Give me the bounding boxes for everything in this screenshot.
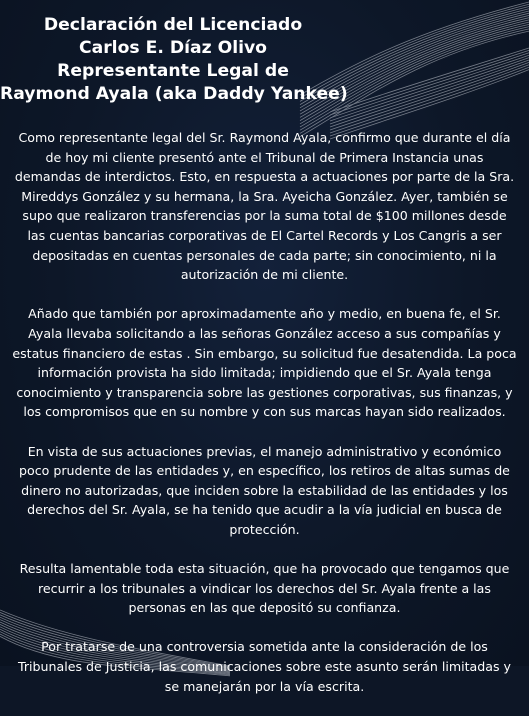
swoosh-line	[330, 55, 529, 121]
text-line: se manejarán por la vía escrita.	[164, 678, 365, 694]
text-line: estatus financiero de estas . Sin embargo, su solicitud fue desatendida. La poca	[12, 345, 517, 361]
text-line: depositadas en cuentas personales de cada parte; sin conocimiento, ni la	[32, 247, 497, 263]
text-line: autorización de mi cliente.	[180, 267, 349, 283]
paragraph-3	[6, 442, 523, 540]
text-line: Como representante legal del Sr. Raymond Ayala, confirmo que durante el día	[18, 130, 511, 145]
text-line: supo que realizaron transferencias por la suma total de $100 millones desde	[22, 208, 507, 224]
text-line: Añado que también por aproximadamente año y medio, en buena fe, el Sr.	[28, 306, 501, 322]
title-line: Declaración del Licenciado	[43, 15, 303, 35]
paragraph-2	[6, 304, 523, 422]
text-line: Tribunales de Justicia, las comunicaciones sobre este asunto serán limitadas y	[18, 659, 511, 675]
paragraph-5	[6, 637, 523, 696]
text-line: Por tratarse de una controversia sometida ante la consideración de los	[41, 639, 488, 655]
text-line: En vista de sus actuaciones previas, el manejo administrativo y económico	[27, 443, 502, 459]
swoosh-line	[330, 53, 529, 118]
text-line: personas en las que depositó su confianza.	[128, 600, 401, 616]
statement-body	[6, 128, 523, 716]
text-line: demandas de interdictos. Esto, en respuesta a actuaciones por parte de la Sra.	[14, 169, 515, 185]
text-line: Ayala llevaba solicitando a las señoras González acceso a sus compañías y	[28, 325, 501, 341]
text-line: dinero no autorizadas, que inciden sobre la estabilidad de las entidades y los	[21, 482, 508, 498]
text-line: recurrir a los tribunales a vindicar los derechos del Sr. Ayala frente a las	[38, 580, 491, 596]
text-line: los compromisos que en su nombre y con sus marcas hayan sido realizados.	[23, 404, 506, 420]
swoosh-line	[330, 62, 529, 130]
text-line: las cuentas bancarias corporativas de El Cartel Records y Los Cangris a ser	[27, 227, 502, 243]
text-line: derechos del Sr. Ayala, se ha tenido que acudir a la vía judicial en busca de	[27, 502, 502, 518]
swoosh-line	[330, 50, 529, 115]
title-line: Representante Legal de	[57, 61, 289, 81]
swoosh-line	[330, 60, 529, 127]
text-line: Resulta lamentable toda esta situación, que ha provocado que tengamos que	[19, 561, 510, 577]
paragraph-1	[6, 128, 523, 285]
text-line: información provista ha sido limitada; impidiendo que el Sr. Ayala tenga	[37, 365, 492, 381]
title-line: Raymond Ayala (aka Daddy Yankee)	[0, 84, 348, 104]
paragraph-4	[6, 559, 523, 618]
text-line: conocimiento y transparencia sobre las gestiones corporativas, sus finanzas, y	[16, 384, 513, 400]
swoosh-line	[330, 58, 529, 124]
title-line: Carlos E. Díaz Olivo	[78, 38, 267, 58]
swoosh-line	[330, 67, 529, 136]
text-line: protección.	[229, 521, 300, 537]
text-line: de hoy mi cliente presentó ante el Tribunal de Primera Instancia unas	[45, 149, 484, 165]
text-line: poco prudente de las entidades y, en específico, los retiros de altas sumas de	[19, 463, 510, 479]
text-line: Mireddys González y su hermana, la Sra. Ayeicha González. Ayer, también se	[21, 188, 508, 204]
statement-title	[0, 14, 346, 106]
swoosh-line	[330, 65, 529, 133]
swoosh-line	[330, 48, 529, 112]
